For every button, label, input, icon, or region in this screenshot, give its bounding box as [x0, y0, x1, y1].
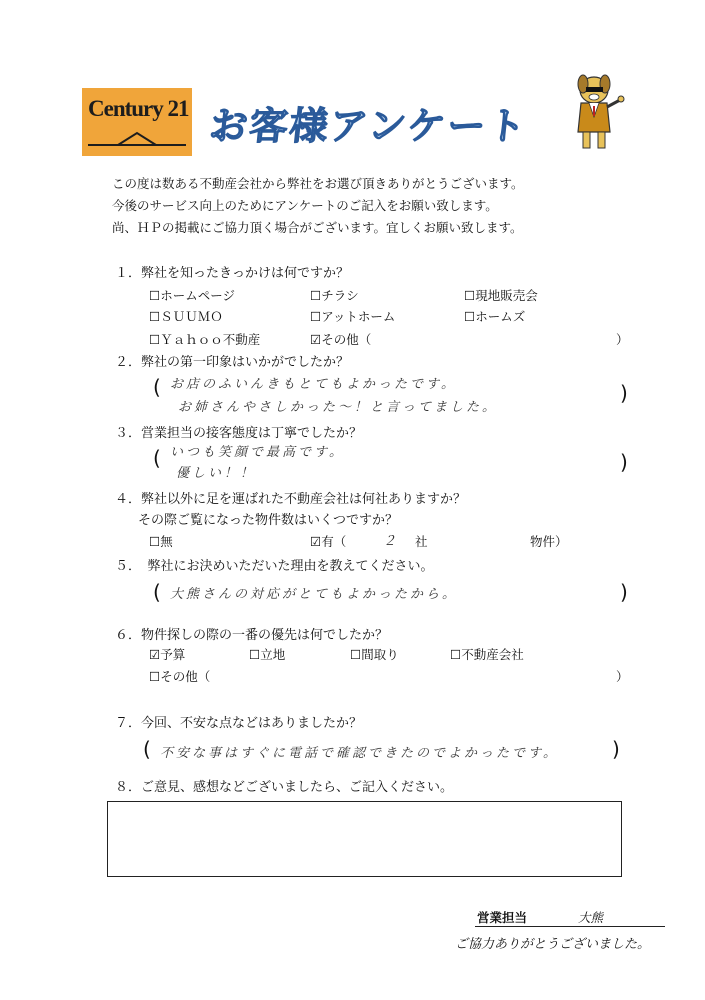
q6-close-paren: ） [616, 669, 629, 684]
question-2: ２．弊社の第一印象はいかがでしたか？ [115, 355, 350, 370]
page-title: お客様アンケート [207, 104, 530, 148]
question-5: ５． 弊社にお決めいただいた理由を教えてください。 [115, 559, 434, 574]
staff-name: 大熊 [578, 910, 604, 925]
logo-text: Century 21 [88, 96, 189, 121]
open-paren: ( [153, 375, 161, 399]
q4-option-yes[interactable]: ☑有（ [310, 534, 347, 549]
q1-option-homes[interactable]: ☐ホームズ [464, 309, 526, 324]
century21-logo [82, 88, 192, 156]
q1-option-flyer[interactable]: ☐チラシ [310, 288, 359, 303]
q1-close-paren: ） [616, 332, 629, 347]
thanks-text: ご協力ありがとうございました。 [455, 937, 651, 952]
intro-line: 尚、ＨＰの掲載にご協力頂く場合がございます。宜しくお願い致します。 [112, 220, 523, 235]
question-4-sub: その際ご覧になった物件数はいくつですか？ [138, 513, 399, 528]
mascot-dog-icon [572, 72, 632, 152]
q5-answer[interactable]: 大熊さんの対応がとてもよかったから。 [170, 587, 459, 602]
q4-unit-property: 物件） [530, 534, 568, 549]
close-paren: ) [612, 737, 620, 761]
q6-option-layout[interactable]: ☐間取り [350, 647, 399, 662]
question-1: １．弊社を知ったきっかけは何ですか？ [115, 266, 350, 281]
intro-text [112, 173, 524, 239]
open-paren: ( [153, 446, 161, 470]
question-4: ４．弊社以外に足を運ばれた不動産会社は何社ありますか？ [115, 492, 467, 507]
q1-option-suumo[interactable]: ☐ＳＵＵＭＯ [149, 309, 223, 324]
q6-option-other[interactable]: ☐その他（ [149, 669, 211, 684]
intro-line: この度は数ある不動産会社から弊社をお選び頂きありがとうございます。 [112, 176, 524, 191]
house-roof-icon [88, 128, 186, 148]
open-paren: ( [143, 737, 151, 761]
q6-option-location[interactable]: ☐立地 [249, 647, 286, 662]
q3-answer-line-2[interactable]: 優しい！！ [176, 466, 257, 481]
signature-line [475, 926, 665, 927]
q2-answer-line-2[interactable]: お姉さんやさしかった～！と言ってました。 [178, 400, 499, 415]
q1-option-athome[interactable]: ☐アットホーム [310, 309, 396, 324]
q1-option-homepage[interactable]: ☐ホームページ [149, 288, 235, 303]
q1-option-open-house[interactable]: ☐現地販売会 [464, 288, 538, 303]
q4-unit-company: 社 [415, 534, 428, 549]
question-6: ６．物件探しの際の一番の優先は何でしたか？ [115, 628, 389, 643]
q2-answer-line-1[interactable]: お店のふいんきもとてもよかったです。 [170, 377, 457, 392]
close-paren: ) [620, 381, 628, 405]
q6-option-budget[interactable]: ☑予算 [149, 647, 186, 662]
question-7: ７．今回、不安な点などはありましたか？ [115, 716, 363, 731]
q1-option-other[interactable]: ☑その他（ [310, 332, 372, 347]
q7-answer[interactable]: 不安な事はすぐに電話で確認できたのでよかったです。 [160, 746, 559, 761]
q6-option-agency[interactable]: ☐不動産会社 [450, 647, 524, 662]
q4-option-none[interactable]: ☐無 [149, 534, 173, 549]
intro-line: 今後のサービス向上のためにアンケートのご記入をお願い致します。 [112, 198, 498, 213]
comment-box[interactable] [107, 801, 622, 877]
question-8: ８．ご意見、感想などございましたら、ご記入ください。 [115, 780, 454, 795]
q4-company-count[interactable]: ２ [383, 534, 400, 549]
q1-option-yahoo[interactable]: ☐Ｙａｈｏｏ不動産 [149, 332, 261, 347]
q3-answer-line-1[interactable]: いつも笑顔で最高です。 [170, 445, 345, 460]
open-paren: ( [153, 580, 161, 604]
close-paren: ) [620, 580, 628, 604]
close-paren: ) [620, 450, 628, 474]
staff-label: 営業担当 [477, 910, 528, 925]
question-3: ３．営業担当の接客態度は丁寧でしたか？ [115, 426, 363, 441]
